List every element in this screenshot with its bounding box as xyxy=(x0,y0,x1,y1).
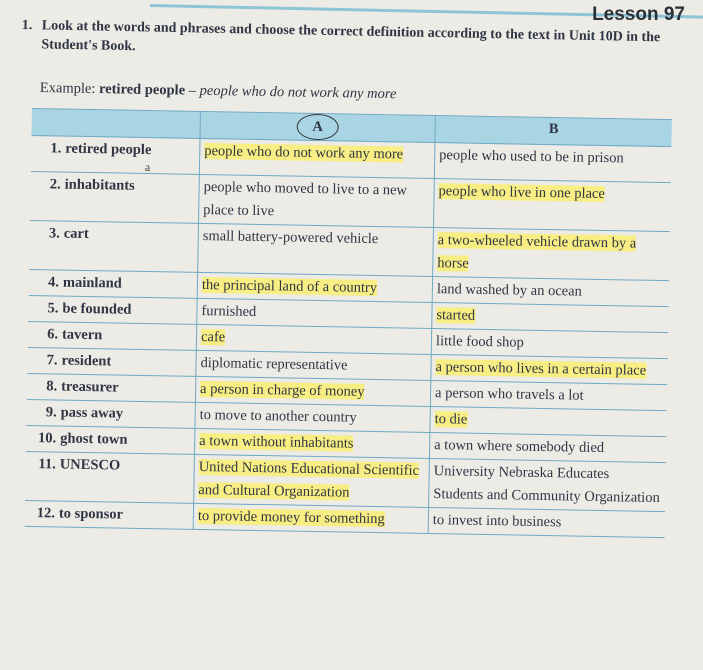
definition-a-cell xyxy=(193,503,428,533)
term-cell xyxy=(26,399,195,428)
term-cell xyxy=(30,171,199,223)
definition-a: to provide money for something xyxy=(197,507,385,528)
term xyxy=(35,176,135,194)
definition-b-cell xyxy=(432,277,669,307)
definition-a-cell xyxy=(197,298,432,328)
definition-a: United Nations Educational Scientific and Cultural Organization xyxy=(198,458,420,501)
handwritten-answer-mark: a xyxy=(144,159,151,175)
header-col-b: B xyxy=(435,116,672,147)
term-cell xyxy=(26,425,195,454)
definition-a: small battery-powered vehicle xyxy=(202,228,379,248)
definition-b-cell xyxy=(434,143,671,183)
definition-b: people who live in one place xyxy=(438,183,606,203)
term xyxy=(31,378,119,396)
example-dash: – xyxy=(188,82,197,99)
definition-b-cell xyxy=(431,329,668,359)
term-text: be founded xyxy=(62,300,132,318)
definition-b: started xyxy=(436,307,476,324)
definition-b: University Nebraska Educates Students and Community Organization xyxy=(433,463,660,507)
lesson-title: Lesson 97 xyxy=(592,4,685,25)
example-line xyxy=(40,80,397,103)
term xyxy=(31,352,111,369)
definition-b: a town where somebody died xyxy=(434,437,605,457)
term-cell xyxy=(29,269,198,298)
definition-a-cell xyxy=(196,350,431,380)
instruction-text: Look at the words and phrases and choose the correct definition according to the text in Unit 10D in the Student's Book. xyxy=(41,18,661,55)
term-text: treasurer xyxy=(61,378,119,396)
term xyxy=(31,404,124,422)
term-cell xyxy=(31,135,200,174)
example-word: retired people xyxy=(98,81,186,99)
definition-a-cell xyxy=(199,174,435,227)
definition-a: diplomatic representative xyxy=(200,354,348,374)
definition-b: a person who travels a lot xyxy=(434,385,584,404)
row-number: 8. xyxy=(46,378,58,395)
definition-a: cafe xyxy=(200,328,226,346)
definition-a-cell xyxy=(194,428,429,458)
term-text: inhabitants xyxy=(64,176,135,194)
term xyxy=(32,326,103,343)
term-text: ghost town xyxy=(60,430,128,448)
header-col-a xyxy=(200,111,435,142)
definition-a-cell xyxy=(199,138,435,178)
definition-b: to die xyxy=(434,411,468,428)
term-text: retired people xyxy=(65,140,152,159)
definition-a: people who moved to live to a new place to live xyxy=(203,179,408,220)
term-text: UNESCO xyxy=(59,456,121,474)
example-label: Example: xyxy=(39,80,96,97)
definition-b-cell xyxy=(431,355,668,385)
definition-a: furnished xyxy=(201,302,257,320)
term-text: tavern xyxy=(61,326,103,344)
definition-b-cell xyxy=(429,432,666,462)
row-number: 4. xyxy=(47,274,60,291)
definition-a: the principal land of a country xyxy=(201,276,378,297)
definition-b: a two-wheeled vehicle drawn by a horse xyxy=(437,232,637,272)
row-number: 7. xyxy=(46,352,58,369)
header-blank xyxy=(32,108,201,138)
row-number: 11. xyxy=(38,456,56,473)
row-number: 12. xyxy=(36,505,56,522)
term xyxy=(30,456,121,474)
term-cell xyxy=(28,321,197,350)
term-text: pass away xyxy=(60,404,124,422)
term-text: cart xyxy=(63,225,89,243)
definition-a-cell xyxy=(196,324,431,354)
term xyxy=(29,505,123,523)
term-text: to sponsor xyxy=(58,505,124,523)
definition-a-cell xyxy=(197,272,432,302)
definition-a-cell xyxy=(198,223,434,276)
definition-b-cell xyxy=(428,507,665,537)
definition-b: land washed by an ocean xyxy=(436,281,582,300)
table-body xyxy=(25,135,672,537)
term xyxy=(34,225,89,242)
row-number: 6. xyxy=(47,326,59,343)
definition-a-cell xyxy=(195,376,430,406)
term-cell xyxy=(25,500,194,529)
term-cell xyxy=(27,373,196,402)
term-cell xyxy=(28,295,197,324)
term-text: resident xyxy=(61,352,112,370)
example-definition: people who do not work any more xyxy=(199,82,397,103)
definition-b-cell xyxy=(430,406,667,436)
term-text: mainland xyxy=(62,274,122,292)
exercise-number: 1. xyxy=(21,17,33,34)
definition-a-cell xyxy=(194,454,430,507)
row-number: 1. xyxy=(50,140,62,157)
term xyxy=(30,430,128,448)
row-number: 3. xyxy=(48,225,60,242)
definition-b-cell xyxy=(430,381,667,411)
row-number: 9. xyxy=(45,404,57,421)
definition-a: to move to another country xyxy=(199,406,357,426)
row-number: 2. xyxy=(49,176,61,193)
term-cell xyxy=(27,347,196,376)
definition-a-cell xyxy=(195,402,430,432)
circled-a-header: A xyxy=(296,114,338,141)
row-number: 10. xyxy=(37,430,57,447)
definitions-table-wrapper xyxy=(25,108,672,538)
definition-b-cell xyxy=(429,458,666,511)
term-cell xyxy=(25,451,194,503)
definition-b-cell xyxy=(433,228,670,281)
term-cell xyxy=(29,220,198,272)
definition-b-cell xyxy=(432,303,669,333)
definitions-table xyxy=(25,108,672,538)
definition-b: little food shop xyxy=(435,333,524,351)
row-number: 5. xyxy=(47,300,59,317)
term xyxy=(33,274,122,292)
term xyxy=(32,300,131,318)
definition-b: people who used to be in prison xyxy=(439,147,624,167)
definition-a: people who do not work any more xyxy=(204,143,404,163)
definition-a: a town without inhabitants xyxy=(199,432,354,452)
definition-b: to invest into business xyxy=(432,512,562,531)
definition-b: a person who lives in a certain place xyxy=(435,359,647,379)
definition-a: a person in charge of money xyxy=(199,380,365,400)
term xyxy=(35,140,151,158)
definition-b-cell xyxy=(433,179,670,232)
